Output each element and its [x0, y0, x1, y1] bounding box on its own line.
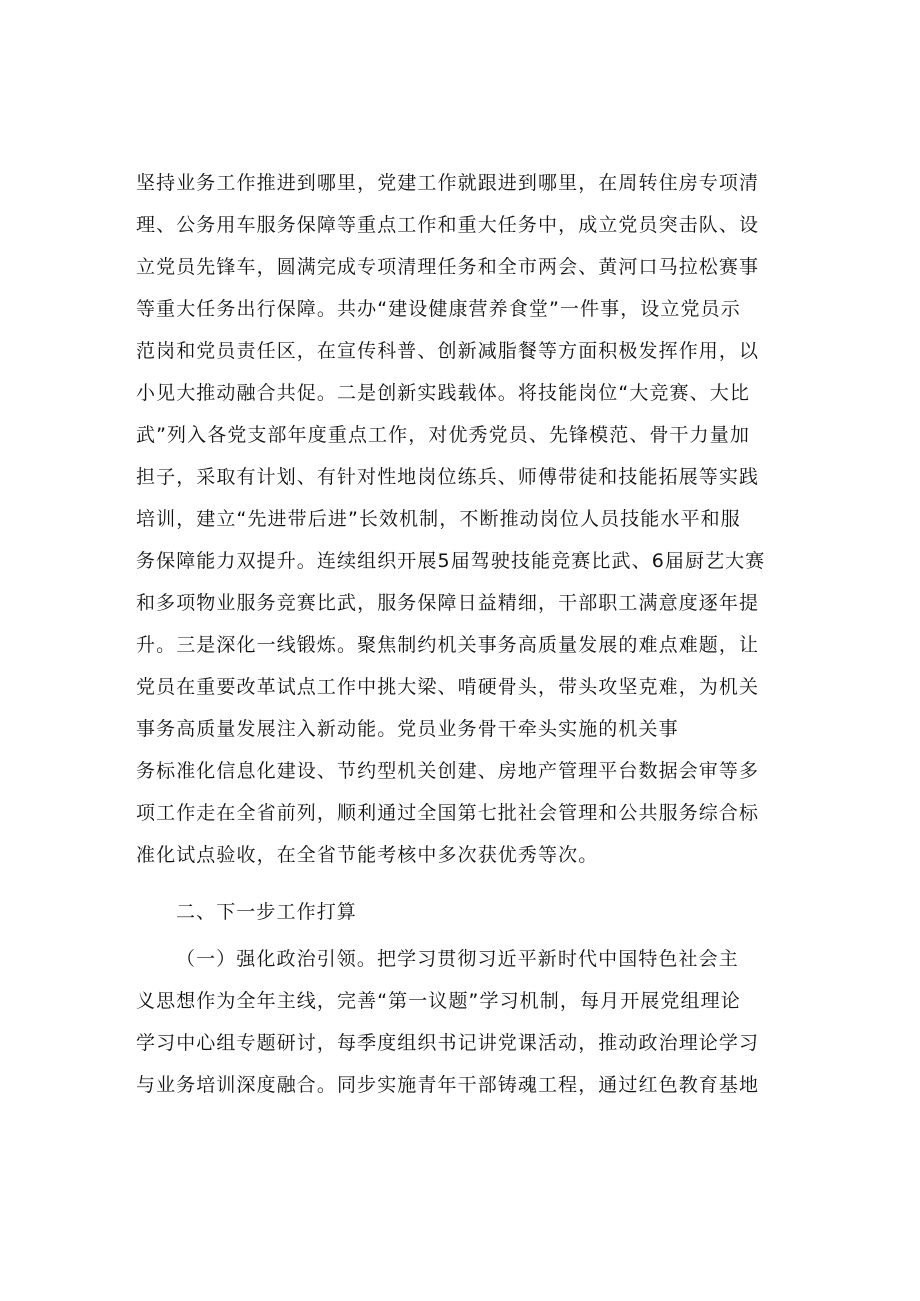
paragraph-1-line-6: 小见大推动融合共促。二是创新实践载体。将技能岗位“大竞赛、大比 — [136, 382, 750, 404]
paragraph-1-line-9: 培训，建立“先进带后进”长效机制，不断推动岗位人员技能水平和服 — [136, 508, 741, 530]
paragraph-1-line-17: 准化试点验收，在全省节能考核中多次获优秀等次。 — [136, 844, 599, 866]
paragraph-1-line-2: 理、公务用车服务保障等重点工作和重大任务中，成立党员突击队、设 — [136, 214, 760, 236]
paragraph-1-line-14: 事务高质量发展注入新动能。党员业务骨干牵头实施的机关事 — [136, 718, 679, 740]
paragraph-1-line-12: 升。三是深化一线锻炼。聚焦制约机关事务高质量发展的难点难题，让 — [136, 634, 760, 656]
section-heading: 二、下一步工作打算 — [176, 901, 357, 923]
paragraph-1-line-8: 担子，采取有计划、有针对性地岗位练兵、师傅带徒和技能拓展等实践 — [136, 466, 760, 488]
paragraph-1-line-4: 等重大任务出行保障。共办“建设健康营养食堂”一件事，设立党员示 — [136, 298, 741, 320]
paragraph-2-line-1: （一）强化政治引领。把学习贯彻习近平新时代中国特色社会主 — [176, 948, 739, 970]
paragraph-2-line-2: 义思想作为全年主线，完善“第一议题”学习机制，每月开展党组理论 — [136, 990, 741, 1012]
paragraph-1-line-5: 范岗和党员责任区，在宣传科普、创新减脂餐等方面积极发挥作用，以 — [136, 340, 760, 362]
paragraph-1-line-16: 项工作走在全省前列，顺利通过全国第七批社会管理和公共服务综合标 — [136, 802, 760, 824]
paragraph-2-line-3: 学习中心组专题研讨，每季度组织书记讲党课活动，推动政治理论学习 — [136, 1032, 760, 1054]
paragraph-2-line-4: 与业务培训深度融合。同步实施青年干部铸魂工程，通过红色教育基地 — [136, 1074, 760, 1096]
paragraph-1-line-10: 务保障能力双提升。连续组织开展5届驾驶技能竞赛比武、6届厨艺大赛 — [136, 550, 766, 572]
paragraph-1-line-1: 坚持业务工作推进到哪里，党建工作就跟进到哪里，在周转住房专项清 — [136, 172, 760, 194]
paragraph-1-line-7: 武”列入各党支部年度重点工作，对优秀党员、先锋模范、骨干力量加 — [136, 424, 750, 446]
paragraph-1-line-11: 和多项物业服务竞赛比武，服务保障日益精细，干部职工满意度逐年提 — [136, 592, 760, 614]
paragraph-1-line-15: 务标准化信息化建设、节约型机关创建、房地产管理平台数据会审等多 — [136, 760, 760, 782]
paragraph-1-line-13: 党员在重要改革试点工作中挑大梁、啃硬骨头，带头攻坚克难，为机关 — [136, 676, 760, 698]
paragraph-1-line-3: 立党员先锋车，圆满完成专项清理任务和全市两会、黄河口马拉松赛事 — [136, 256, 760, 278]
